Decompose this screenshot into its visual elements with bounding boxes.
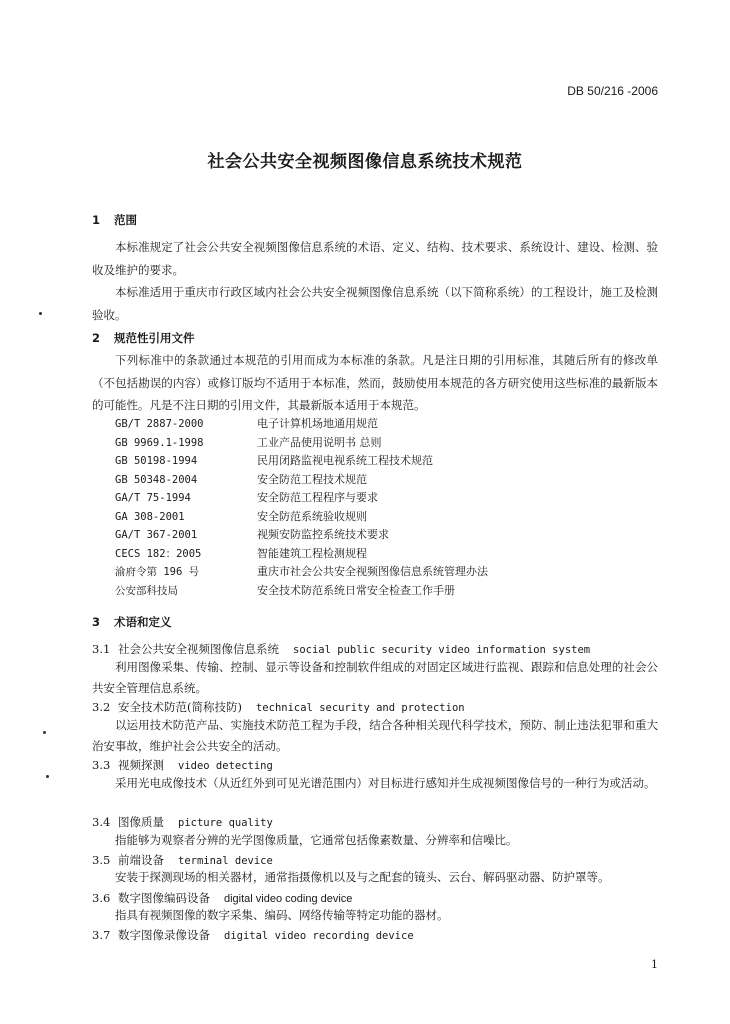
- document-title: 社会公共安全视频图像信息系统技术规范: [207, 152, 523, 172]
- term-number: 3.7: [92, 928, 111, 942]
- reference-item: [115, 508, 675, 527]
- reference-list: [115, 415, 675, 600]
- term-definition-3-3: 采用光电成像技术（从近红外到可见光谱范围内）对目标进行感知并生成视频图像信号的一种行为或活动。: [115, 776, 656, 790]
- reference-title: 视频安防监控系统技术要求: [257, 528, 389, 541]
- reference-code: CECS 182：2005: [115, 547, 202, 560]
- term-heading-3-5: [92, 852, 658, 868]
- reference-code: GA/T 75-1994: [115, 492, 191, 504]
- term-english: picture quality: [178, 817, 273, 829]
- reference-title: 电子计算机场地通用规范: [257, 417, 378, 430]
- reference-item: [115, 489, 675, 508]
- term-chinese: 数字图像编码设备: [118, 891, 210, 905]
- term-number: 3.2: [92, 700, 111, 714]
- term-chinese: 社会公共安全视频图像信息系统: [118, 642, 279, 656]
- term-number: 3.4: [92, 815, 111, 829]
- reference-item: [115, 563, 675, 582]
- section-number: 1: [92, 213, 101, 227]
- section-number: 2: [92, 331, 101, 345]
- term-definition-3-6: 指具有视频图像的数字采集、编码、网络传输等特定功能的器材。: [115, 908, 449, 922]
- term-number: 3.1: [92, 642, 111, 656]
- reference-item: [115, 452, 675, 471]
- reference-item: [115, 471, 675, 490]
- term-heading-3-2: [92, 699, 658, 715]
- scan-speck: [43, 731, 46, 734]
- reference-title: 工业产品使用说明书 总则: [257, 435, 382, 449]
- term-heading-3-6: [92, 890, 658, 906]
- standard-code: DB 50/216 -2006: [567, 84, 658, 98]
- term-number: 3.5: [92, 853, 111, 867]
- term-number: 3.6: [92, 891, 111, 905]
- term-english: digital video recording device: [224, 930, 414, 942]
- term-english: digital video coding device: [224, 893, 353, 905]
- reference-code: GB 9969.1-1998: [115, 436, 204, 449]
- term-heading-3-3: [92, 757, 658, 773]
- term-heading-3-1: [92, 641, 658, 657]
- reference-title: 安全防范工程程序与要求: [257, 491, 378, 504]
- section-title: 范围: [114, 213, 137, 227]
- section-heading-3: [92, 614, 172, 630]
- term-english: social public security video information system: [293, 644, 591, 656]
- term-chinese: 安全技术防范(简称技防): [118, 700, 242, 714]
- reference-item: [115, 434, 675, 453]
- term-chinese: 前端设备: [118, 853, 164, 867]
- term-english: terminal device: [178, 855, 273, 867]
- section-1-paragraph-2: 本标准适用于重庆市行政区域内社会公共安全视频图像信息系统（以下简称系统）的工程设计，施工及检测验收。: [92, 285, 658, 322]
- section-number: 3: [92, 615, 101, 629]
- term-chinese: 图像质量: [118, 815, 164, 829]
- term-definition-3-4: 指能够为观察者分辨的光学图像质量，它通常包括像素数量、分辨率和信噪比。: [115, 833, 518, 847]
- reference-code: GA 308-2001: [115, 510, 185, 523]
- term-english: video detecting: [178, 760, 273, 772]
- section-2-paragraph-1: 下列标准中的条款通过本规范的引用而成为本标准的条款。凡是注日期的引用标准，其随后所有的修改单（不包括勘误的内容）或修订版均不适用于本标准，然而，鼓励使用本规范的各方研究使用这些标准的最新版本的可能性。凡是不注日期的引用文件，其最新版本适用于本规范。: [92, 353, 658, 412]
- reference-title: 智能建筑工程检测规程: [257, 546, 367, 560]
- reference-code: GA/T 367-2001: [115, 529, 198, 541]
- reference-item: [115, 526, 675, 545]
- section-1-paragraph-1: 本标准规定了社会公共安全视频图像信息系统的术语、定义、结构、技术要求、系统设计、建设、检测、验收及维护的要求。: [92, 240, 658, 277]
- reference-item: [115, 415, 675, 434]
- scan-speck: [39, 312, 42, 315]
- reference-code: 公安部科技局: [115, 584, 178, 597]
- term-chinese: 数字图像录像设备: [118, 928, 210, 942]
- reference-title: 重庆市社会公共安全视频图像信息系统管理办法: [257, 565, 488, 578]
- term-definition-3-1: 利用图像采集、传输、控制、显示等设备和控制软件组成的对固定区域进行监视、跟踪和信息处理的社会公共安全管理信息系统。: [92, 660, 658, 695]
- term-chinese: 视频探测: [118, 758, 164, 772]
- reference-item: [115, 582, 675, 601]
- reference-item: [115, 545, 675, 564]
- term-heading-3-4: [92, 814, 658, 830]
- term-definition-3-2: 以运用技术防范产品、实施技术防范工程为手段，结合各种相关现代科学技术，预防、制止违法犯罪和重大治安事故，维护社会公共安全的活动。: [92, 718, 658, 753]
- page-number: 1: [651, 958, 658, 971]
- reference-code: 渝府令第 196 号: [115, 566, 200, 578]
- section-heading-1: [92, 212, 137, 228]
- reference-title: 民用闭路监视电视系统工程技术规范: [257, 454, 433, 467]
- term-english: technical security and protection: [255, 702, 465, 714]
- term-number: 3.3: [92, 758, 111, 772]
- section-heading-2: [92, 330, 195, 346]
- reference-code: GB/T 2887-2000: [115, 418, 204, 430]
- reference-title: 安全防范系统验收规则: [257, 509, 367, 523]
- term-definition-3-5: 安装于探测现场的相关器材，通常指摄像机以及与之配套的镜头、云台、解码驱动器、防护罩等。: [115, 870, 610, 884]
- section-title: 规范性引用文件: [114, 331, 195, 345]
- reference-code: GB 50348-2004: [115, 473, 198, 486]
- reference-code: GB 50198-1994: [115, 455, 198, 467]
- reference-title: 安全技术防范系统日常安全检查工作手册: [257, 583, 455, 597]
- scan-speck: [46, 775, 49, 778]
- term-heading-3-7: [92, 927, 658, 943]
- reference-title: 安全防范工程技术规范: [257, 472, 367, 486]
- section-title: 术语和定义: [114, 615, 172, 629]
